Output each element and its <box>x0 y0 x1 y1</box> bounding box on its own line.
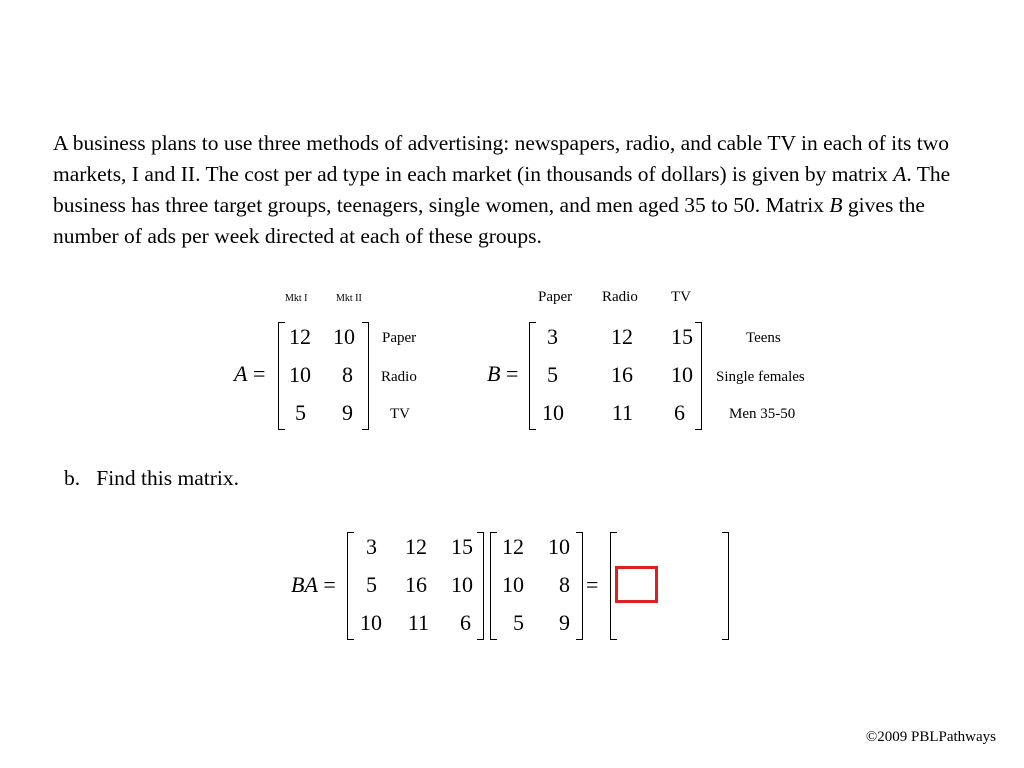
matrix-b-cell: 15 <box>671 324 693 349</box>
matrix-a-cell: 9 <box>342 400 353 425</box>
product-left-cell: 5 <box>366 572 377 597</box>
matrix-b-name: B = <box>487 361 519 386</box>
matrix-b-cell: 12 <box>611 324 633 349</box>
product-left-cell: 15 <box>451 534 473 559</box>
matrix-a-cell: 8 <box>342 362 353 387</box>
matrix-b-col-header-2: Radio <box>602 289 638 305</box>
result-matrix-right-bracket <box>722 532 729 640</box>
matrix-a-right-bracket <box>362 322 369 430</box>
product-right-cell: 10 <box>502 572 524 597</box>
copyright-footer: ©2009 PBLPathways <box>865 729 996 745</box>
matrix-b-cell: 16 <box>611 362 633 387</box>
product-right-cell: 9 <box>559 610 570 635</box>
product-left-cell: 6 <box>460 610 471 635</box>
product-left-cell: 12 <box>405 534 427 559</box>
matrix-b-col-header-1: Paper <box>538 289 573 305</box>
product-name: BA = <box>291 572 336 597</box>
product-left-cell: 11 <box>407 610 429 635</box>
matrix-a-row-label: Radio <box>381 369 417 385</box>
product-right-cell: 12 <box>502 534 524 559</box>
matrix-b-cell: 10 <box>671 362 693 387</box>
answer-highlight-box[interactable] <box>615 566 658 603</box>
matrix-a-col-header-1: Mkt I <box>285 293 308 304</box>
matrix-a-name: A = <box>234 361 266 386</box>
matrix-b-row-label: Teens <box>746 330 781 346</box>
product-right-matrix-right-bracket <box>576 532 583 640</box>
product-left-cell: 10 <box>360 610 382 635</box>
part-b-marker: b. <box>64 466 81 490</box>
product-equals: = <box>586 572 599 597</box>
matrix-a-cell: 5 <box>295 400 306 425</box>
matrix-a-cell: 10 <box>333 324 355 349</box>
matrix-b-cell: 6 <box>674 400 685 425</box>
problem-statement <box>53 128 983 252</box>
problem-text-3: gives the number of ads per week directed at each of these groups. <box>53 193 925 248</box>
matrix-a-cell: 12 <box>289 324 311 349</box>
part-b-prompt: Find this matrix. <box>96 466 239 490</box>
matrix-b-cell: 3 <box>547 324 558 349</box>
product-right-cell: 5 <box>513 610 524 635</box>
product-right-cell: 10 <box>548 534 570 559</box>
matrix-b-col-header-3: TV <box>671 289 691 305</box>
problem-text-2: . The business has three target groups, teenagers, single women, and men aged 35 to 50. Matrix <box>53 162 951 217</box>
matrix-a-cell: 10 <box>289 362 311 387</box>
matrix-a-row-label: Paper <box>382 330 417 346</box>
var-B: B <box>829 193 843 217</box>
product-left-cell: 3 <box>366 534 377 559</box>
matrix-a-row-label: TV <box>390 406 410 422</box>
matrix-b-right-bracket <box>695 322 702 430</box>
product-left-matrix-right-bracket <box>477 532 484 640</box>
product-left-cell: 16 <box>405 572 427 597</box>
matrix-a-col-header-2: Mkt II <box>336 293 362 304</box>
matrix-b-row-label: Single females <box>716 369 805 385</box>
matrix-b-cell: 5 <box>547 362 558 387</box>
matrix-b-cell: 10 <box>542 400 564 425</box>
matrix-b-cell: 11 <box>611 400 633 425</box>
var-A: A <box>893 162 907 186</box>
matrix-b-row-label: Men 35-50 <box>729 406 796 422</box>
product-right-cell: 8 <box>559 572 570 597</box>
part-b <box>64 466 239 491</box>
product-left-cell: 10 <box>451 572 473 597</box>
problem-text-1: A business plans to use three methods of advertising: newspapers, radio, and cable TV in each of its two markets, I and II. The cost per ad type in each market (in thousands of dollars) is given by matrix <box>53 131 950 186</box>
